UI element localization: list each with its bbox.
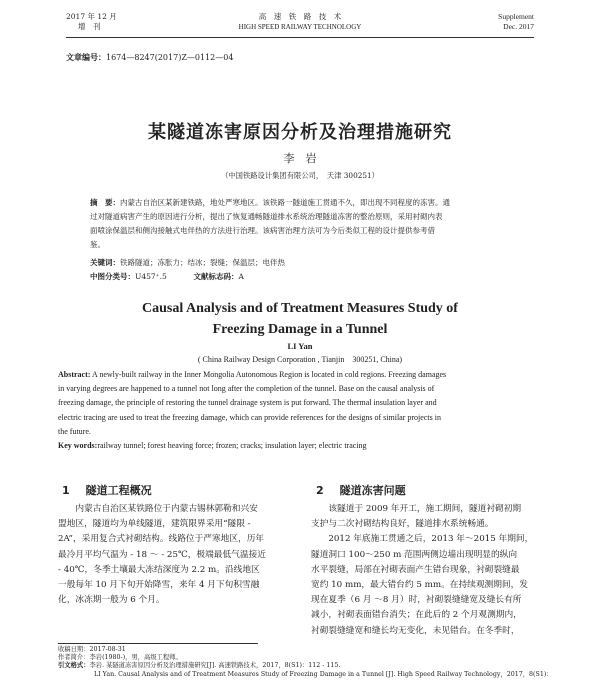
abstract-en-line: electric tracing are used to treat the freezing damage, which can provide references for the designs of similar projects in: [58, 412, 441, 422]
body-line: 化，冰冻期一般为 6 个月。: [58, 595, 165, 606]
body-line: 该隧道于 2009 年开工，施工期间，隧道衬砌初期: [311, 504, 522, 514]
body-line: 水平裂缝，局部在衬砌表面产生错台现象，衬砌裂缝最: [311, 564, 520, 575]
section-1-body: [58, 502, 298, 608]
english-title-line2: Freezing Damage in a Tunnel: [212, 322, 388, 337]
section-1-heading: [62, 482, 152, 498]
body-line: 2A”，采用复合式衬砌结构。线路位于严寒地区，历年: [58, 534, 265, 545]
clc-value: U457⁺.5: [135, 272, 167, 281]
body-line: 隧道洞口 100～250 m 范围两侧边墙出现明显的纵向: [311, 549, 518, 560]
abstract-line: 鉴。: [90, 240, 105, 249]
journal-name-cn: 高 速 铁 路 技 术: [258, 12, 342, 21]
english-title: [0, 298, 600, 340]
body-line: 2012 年底施工贯通之后，2013 年～2015 年期间，: [311, 534, 534, 545]
body-line: 最冷月平均气温为 - 18 ～ - 25℃，极端最低气温接近: [58, 549, 266, 560]
body-line: 盟地区，隧道均为单线隧道，建筑限界采用“隧限 -: [58, 519, 251, 530]
header-date-en: Dec. 2017: [503, 22, 534, 31]
citation-label: 引文格式：: [58, 662, 90, 670]
abstract-en-line: the future.: [58, 426, 91, 436]
footnotes: [58, 646, 578, 679]
body-line: 宽约 10 mm，最大错台约 5 mm。在持续观测期间，发: [311, 580, 528, 591]
abstract-line: 面喷涂保温层和侧沟接触式电伴热的方法进行治理。该病害治理方法可为今后类似工程的设计提供参考借: [90, 226, 435, 235]
abstract-en-label: Abstract:: [58, 370, 91, 379]
footnote-rule: [58, 643, 258, 644]
body-line: 现在夏季（6 月 ～8 月）时，衬砌裂缝缝宽及缝长有所: [311, 595, 522, 606]
keywords-en-text: railway tunnel; forest heaving force; frozen; cracks; insulation layer; electric tracing: [97, 441, 367, 451]
abstract-cn: [90, 196, 510, 252]
citation-cn: 引文格式：李岩. 某隧道冻害原因分析及治理措施研究[J]. 高速铁路技术，2017，8(S1)：112 - 115.: [58, 662, 341, 670]
keywords-cn-label: 关键词：: [90, 258, 120, 267]
affiliation-cn: （中国铁路设计集团有限公司， 天津 300251）: [221, 171, 379, 180]
header-rule: [66, 37, 534, 38]
keywords-en-label: Key words:: [58, 441, 98, 451]
body-line: 一般每年 10 月下旬开始降雪，来年 4 月下旬积雪融: [58, 580, 260, 591]
body-line: 衬砌裂缝缝宽和缝长均无变化，未见错台。在冬季时，: [311, 625, 520, 636]
journal-name-en: HIGH SPEED RAILWAY TECHNOLOGY: [238, 23, 362, 31]
abstract-en-line: freezing damage, the principle of restoring the tunnel drainage system is put forward. The thermal insulation layer and: [58, 398, 437, 408]
header-date: 2017 年 12 月: [66, 12, 117, 21]
body-line: 内蒙古自治区某铁路位于内蒙古锡林郭勒和兴安: [58, 504, 258, 514]
received-date: 收稿日期：2017-08-31: [58, 646, 126, 653]
keywords-en: [58, 439, 548, 453]
header-center: [200, 12, 400, 32]
body-line: 减小，衬砌表面错台消失；在此后的 2 个月观测期内，: [311, 610, 522, 621]
body-line: 支护与二次衬砌结构良好，隧道排水系统畅通。: [311, 519, 494, 530]
clc-label: 中图分类号：: [90, 272, 135, 281]
article-number-value: 1674—8247(2017)Z—0112—04: [106, 53, 234, 62]
header-issue: 增 刊: [78, 22, 101, 31]
body-line: - 40℃，冬季土壤最大冻结深度为 2.2 m。沿线地区: [58, 564, 260, 575]
section-1-title: 隧道工程概况: [85, 484, 152, 497]
abstract-en: [58, 368, 548, 453]
author-cn: 李 岩: [283, 152, 317, 165]
section-2-title: 隧道冻害问题: [339, 484, 406, 497]
affiliation-en: ( China Railway Design Corporation , Tianjin 300251, China): [197, 355, 403, 364]
section-2-number: 2: [316, 484, 324, 497]
author-en: LI Yan: [287, 341, 313, 351]
doc-code-label: 文献标志码：: [193, 272, 239, 281]
section-2-heading: [316, 482, 406, 498]
header-left: [66, 12, 117, 32]
header-supplement: Supplement: [498, 12, 534, 21]
abstract-cn-label: 摘 要：: [90, 198, 120, 207]
citation-en: LI Yan. Causal Analysis and of Treatment Measures Study of Freezing Damage in a Tunnel [J]. High Speed Railway Technology，2017，8(S1)：: [94, 670, 553, 678]
article-number: [66, 52, 233, 63]
article-number-label: 文章编号：: [66, 53, 106, 62]
doc-code-value: A: [238, 272, 244, 281]
abstract-en-line: in varying degrees are happened to a tunnel not long after the completion of the tunnel. Base on the causal analysis of: [58, 384, 435, 394]
author-bio: 作者简介：李岩(1980-)，男，高级工程师。: [58, 654, 182, 662]
page-title: 某隧道冻害原因分析及治理措施研究: [148, 122, 452, 143]
classification: [90, 270, 510, 284]
header-right: [498, 12, 534, 32]
keywords-cn: [90, 256, 510, 270]
english-title-line1: Causal Analysis and of Treatment Measures Study of: [142, 301, 458, 316]
section-1-number: 1: [62, 484, 70, 497]
abstract-line: 摘 要：内蒙古自治区某新建铁路，地处严寒地区。该铁路一隧道施工贯通不久，即出现不同程度的冻害。通: [90, 198, 450, 207]
section-2-body: [311, 502, 551, 639]
abstract-line: 过对隧道病害产生的原因进行分析，提出了恢复通畅隧道排水系统治理隧道冻害的整治原则，采用衬砌内表: [90, 212, 443, 221]
keywords-cn-text: 铁路隧道；冻胀力；结冰；裂缝；保温层；电伴热: [120, 258, 285, 267]
abstract-en-line: Abstract: A newly-built railway in the Inner Mongolia Autonomous Region is located in cold regions. Freezing damages: [58, 370, 447, 379]
